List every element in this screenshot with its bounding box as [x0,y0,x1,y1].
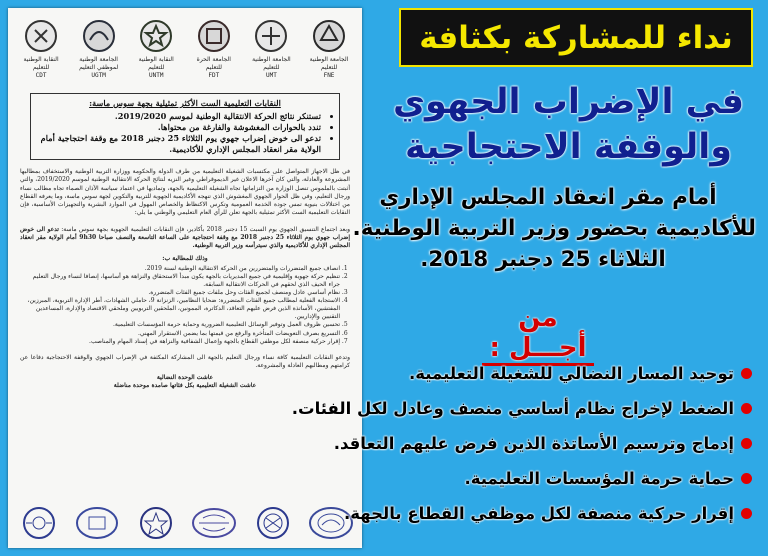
summary-heading: النقابات التعليمية الست الأكثر تمثيلية بجهة سوس ماسة: [89,98,281,108]
union-emblem-icon [81,18,117,54]
goal-text: إدماج وترسيم الأساتذة الذين فرض عليهم التعاقد. [333,434,734,453]
stamp-icon [191,506,237,540]
union-logo [246,18,296,79]
summary-item: • تدعو الى خوض إضراب جهوي يوم الثلاثاء 25 دجنبر 2018 مع وقفة احتجاجية أمام الولاية مقر انعقاد المجلس الإداري للأكاديمية. [37,133,321,155]
bullet-icon [741,368,752,379]
summary-item: • تستنكر نتائج الحركة الانتقالية الوطنية لموسم 2019/2020. [37,111,321,122]
union-logo-abbr: UMT [265,72,277,79]
union-logo-name: الجامعة الوطنية لموظفي التعليم [79,56,119,71]
closing-paragraph: وتدعو النقابات التعليمية كافة نساء ورجال التعليم بالجهة الى المشاركة المكثفة في الإضراب الجهوي والوقفة الاحتجاجية دفاعا عن كرامتهم ومطالبهم العادلة والمشروعة. [20,353,350,369]
goal-text: إقرار حركية منصفة لكل موظفي القطاع بالجهة. [343,504,734,523]
summary-list [37,111,333,155]
heading-line: في الإضراب الجهوي [392,82,744,122]
union-logo [16,18,66,79]
poster-details [352,182,756,275]
union-logo-name: الجامعة الحرة للتعليم [196,56,231,71]
union-stamps [16,506,354,540]
union-logo-name: الجامعة الوطنية للتعليم [309,56,349,71]
union-logo-abbr: FDT [208,72,220,79]
summary-item: • تندد بالحوارات المغشوشة والفارغة من محتواها. [37,122,321,133]
call-paragraph [20,226,350,251]
demand-item: 4. الاستجابة الفعلية لمطالب جميع الفئات المتضررة: ضحايا النظامين، الزنزانة 9، حاملي الشهادات، أطر الإدارة التربوية، المبرزين، المفتشين، الأساتذة الذين فرض عليهم التعاقد، الدكاترة، الممونين، الملحقين التربويين وملحقي الاقتصاد والإدارة، المساعدين التقنيين والإداريين. [20,297,340,321]
location-line: أمام مقر انعقاد المجلس الإداري [379,185,717,210]
bullet-icon [741,508,752,519]
stamp-icon [74,506,120,540]
stamp-icon [133,506,179,540]
intro-paragraph: في ظل الاجهاز المتواصل على مكتسبات الشغيلة التعليمية من طرف الدولة والحكومة ووزارة التربية الوطنية والاستخفاف بمطالبها المشروعة والعادلة، والتي كان آخرها الاعلان غير الديموقراطي وغير النزيه لنتائج الحركة الانتقالية الوطنية لموسم 2019/2020، والتي أثبتت بالملموس تنصل الوزارة من التزاماتها تجاه الشغيلة التعليمية بالجهة، وتماديها في اعتماد سياسة الآذان الصماء تجاه مطالب نساء ورجال التعليم، وفي ظل الحوار الجهوي المغشوش الذي تنهجه الأكاديمية الجهوية للتربية والتكوين لجهة سوس ماسة، وما يعرفه القطاع من اختلالات بنيوية تمس جودة الخدمة العمومية وتكرس الاكتظاظ والخصاص المهول في الموارد البشرية والتجهيزات الأساسية، فإن النقابات التعليمية الست الأكثر تمثيلية بالجهة تعلن للرأي العام التعليمي والوطني ما يلي: [20,168,350,217]
goals-list [291,356,752,531]
date-line: الثلاثاء 25 دجنبر 2018. [420,247,666,272]
goal-text: توحيد المسار النضالي للشغيلة التعليمية. [409,364,734,383]
union-logo [189,18,239,79]
demands-section [20,255,350,346]
goal-item [357,461,752,496]
signature [20,374,350,390]
bullet-icon [741,473,752,484]
heading-line: والوقفة الاحتجاجية [404,127,733,167]
goal-text: حماية حرمة المؤسسات التعليمية. [464,469,734,488]
union-emblem-icon [253,18,289,54]
bullet-icon [741,403,752,414]
stamp-icon [16,506,62,540]
union-emblem-icon [138,18,174,54]
stamp-icon [250,506,296,540]
demands-title: وذلك للمطالبة ب: [162,254,208,262]
union-logo-name: النقابة الوطنية للتعليم [23,56,59,71]
signature-line: عاشت الوحدة النضالية [156,374,214,382]
summary-box [30,93,340,160]
poster-heading [391,80,746,170]
union-emblem-icon [196,18,232,54]
union-logo [131,18,181,79]
union-emblem-icon [23,18,59,54]
union-emblem-icon [311,18,347,54]
union-logo-abbr: CDT [35,72,47,79]
demand-item: 6. التسريع بصرف التعويضات المتأخرة والرفع من قيمتها بما يضمن الاستقرار المهني. [20,330,340,338]
union-logos [8,8,362,79]
bullet-icon [741,438,752,449]
poster-title: نداء للمشاركة بكثافة [419,19,733,56]
signature-line-2: عاشت الشغيلة التعليمية بكل فئاتها صامدة موحدة مناضلة [113,382,257,390]
union-logo-name: النقابة الوطنية للتعليم [138,56,174,71]
union-logo-abbr: UNTM [148,72,164,79]
for-label: من أجـــل : [482,303,594,366]
demand-item: 1. انصاف جميع المتضررات والمتضررين من الحركة الانتقالية الوطنية لسنة 2019. [20,265,340,273]
call-line-1: وبعد اجتماع التنسيق الجهوي يوم السبت 15 دجنبر 2018 بأكادير، فإن النقابات التعليمية الجهوية بجهة سوس ماسة: [61,225,350,233]
union-logo-abbr: FNE [323,72,335,79]
union-logo [74,18,124,79]
goal-item [343,496,752,531]
goal-text: الضغط لإخراج نظام أساسي منصف وعادل لكل الفئات. [291,399,734,418]
call-line-2: تدعو الى خوض إضراب جهوي يوم الثلاثاء 25 دجنبر 2018 مع وقفة احتجاجية على الساعة التاسعة والنصف صباحا 9h30 أمام الولاية مقر انعقاد المجلس الإداري للأكاديمية والذي سيترأسه وزير التربية الوطنية. [20,225,350,250]
demand-item: 2. تنظيم حركة جهوية وإقليمية في جميع المديريات بالجهة يكون مبدأ الاستحقاق والنزاهة هو أساسها، إنصافا لنساء ورجال التعليم جراء الحيف الذي لحقهم في الحركات الانتقالية السابقة. [20,273,340,289]
demand-item: 3. نظام أساسي عادل ومنصف لجميع الفئات وحل ملفات جميع الفئات المتضررة. [20,289,340,297]
poster-title-box [399,8,753,67]
demand-item: 7. إقرار حركية منصفة لكل موظفي القطاع بالجهة وإعمال الشفافية والنزاهة في إسناد المهام والمناصب. [20,338,340,346]
demand-item: 5. تحسين ظروف العمل وتوفير الوسائل التعليمية الضرورية وحماية حرمة المؤسسات التعليمية. [20,321,340,329]
goal-item [333,426,752,461]
union-logo-abbr: UGTM [91,72,106,79]
communique-document [8,8,362,548]
attendance-line: للأكاديمية بحضور وزير التربية الوطنية. [352,216,756,241]
goal-item [357,356,752,391]
demands-list [20,265,350,346]
union-logo-name: الجامعة الوطنية للتعليم [252,56,291,71]
goal-item [291,391,752,426]
union-logo [304,18,354,79]
